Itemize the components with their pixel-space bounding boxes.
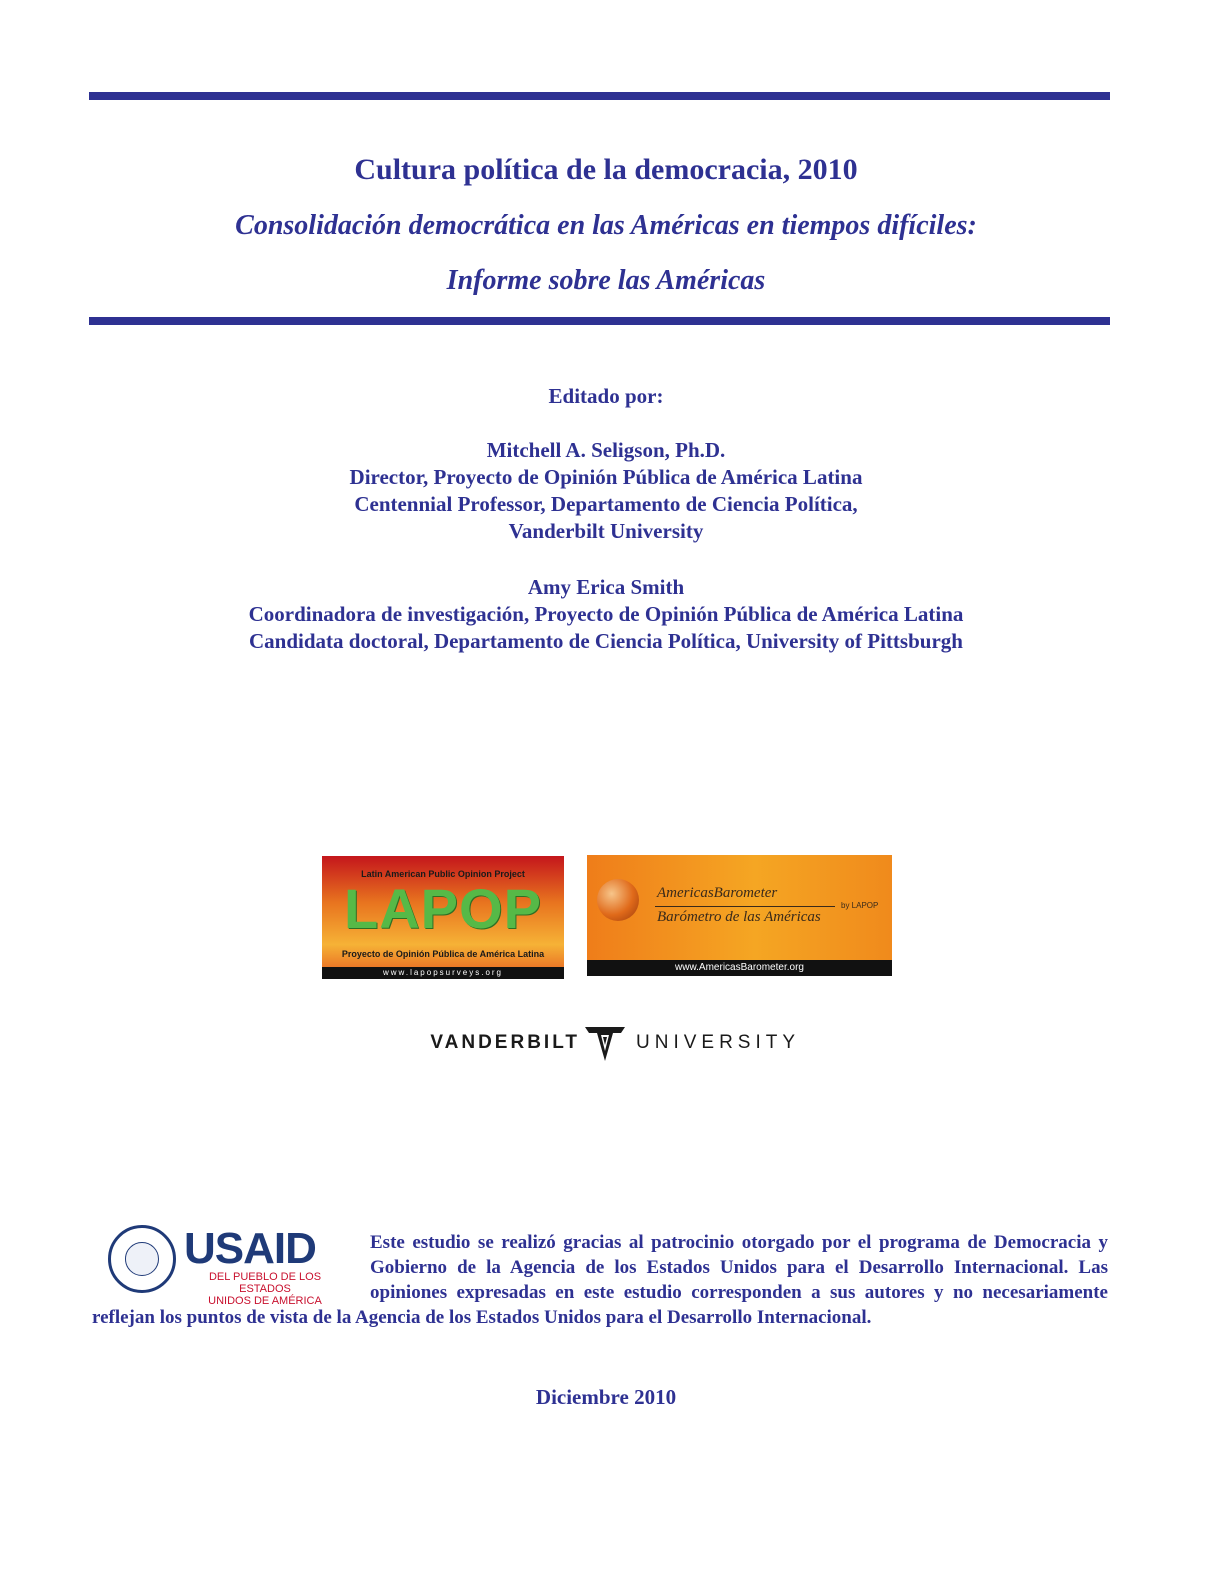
editor2-role2: Candidata doctoral, Departamento de Ciencia Política, University of Pittsburgh [249,629,963,653]
document-subtitle-line1: Consolidación democrática en las Américas en tiempos difíciles: [235,210,977,241]
lapop-logo [322,856,564,979]
top-rule [89,92,1110,100]
lapop-logo-url: www.lapopsurveys.org [322,967,564,979]
globe-icon [597,879,639,921]
edited-by-text: Editado por: [548,384,664,408]
editor1-role2: Centennial Professor, Departamento de Ciencia Política, [354,492,858,516]
bottom-rule [89,317,1110,325]
ab-logo-line1: AmericasBarometer [657,885,778,901]
editor2-name: Amy Erica Smith [527,575,685,599]
americas-barometer-logo [587,855,892,976]
usaid-name: USAID [184,1224,316,1273]
usaid-slogan-line2: UNIDOS DE AMÉRICA [208,1295,322,1307]
lapop-logo-sub: Proyecto de Opinión Pública de América Latina [341,949,545,959]
editor2-role1: Coordinadora de investigación, Proyecto de Opinión Pública de América Latina [248,602,964,626]
editor2-block [0,574,1212,655]
ab-logo-divider [655,906,835,907]
disclaimer-paragraph [92,1230,1108,1330]
vanderbilt-logo [0,1022,1212,1064]
ab-logo-by: by LAPOP [841,901,879,910]
ab-logo-line2: Barómetro de las Américas [657,909,821,925]
editor1-block [0,437,1212,545]
university-word: UNIVERSITY [636,1032,801,1053]
vanderbilt-word: VANDERBILT [430,1032,580,1053]
publication-date: Diciembre 2010 [535,1385,677,1409]
document-subtitle-line2: Informe sobre las Américas [446,265,766,296]
document-title: Cultura política de la democracia, 2010 [354,153,858,186]
lapop-logo-name: LAPOP [344,877,542,940]
disclaimer-text: Este estudio se realizó gracias al patrocinio otorgado por el programa de Democracia y Gobierno de la Agencia de los Estados Unidos para el Desarrollo Internacional. Las opiniones expresadas en este estudio corresponden a sus autores y no necesariamente reflejan los puntos de vista de la Agencia de los Estados Unidos para el Desarrollo Internacional. [92,1232,1108,1328]
usaid-slogan-line1: DEL PUEBLO DE LOS ESTADOS [208,1271,322,1295]
ab-logo-url: www.AmericasBarometer.org [587,960,892,976]
editor1-name: Mitchell A. Seligson, Ph.D. [486,438,726,462]
edited-by-label [0,383,1212,410]
editor1-affiliation: Vanderbilt University [508,519,704,543]
lapop-logo-top: Latin American Public Opinion Project [361,869,525,879]
oak-leaf-v-icon [583,1025,627,1063]
editor1-role1: Director, Proyecto de Opinión Pública de América Latina [349,465,863,489]
